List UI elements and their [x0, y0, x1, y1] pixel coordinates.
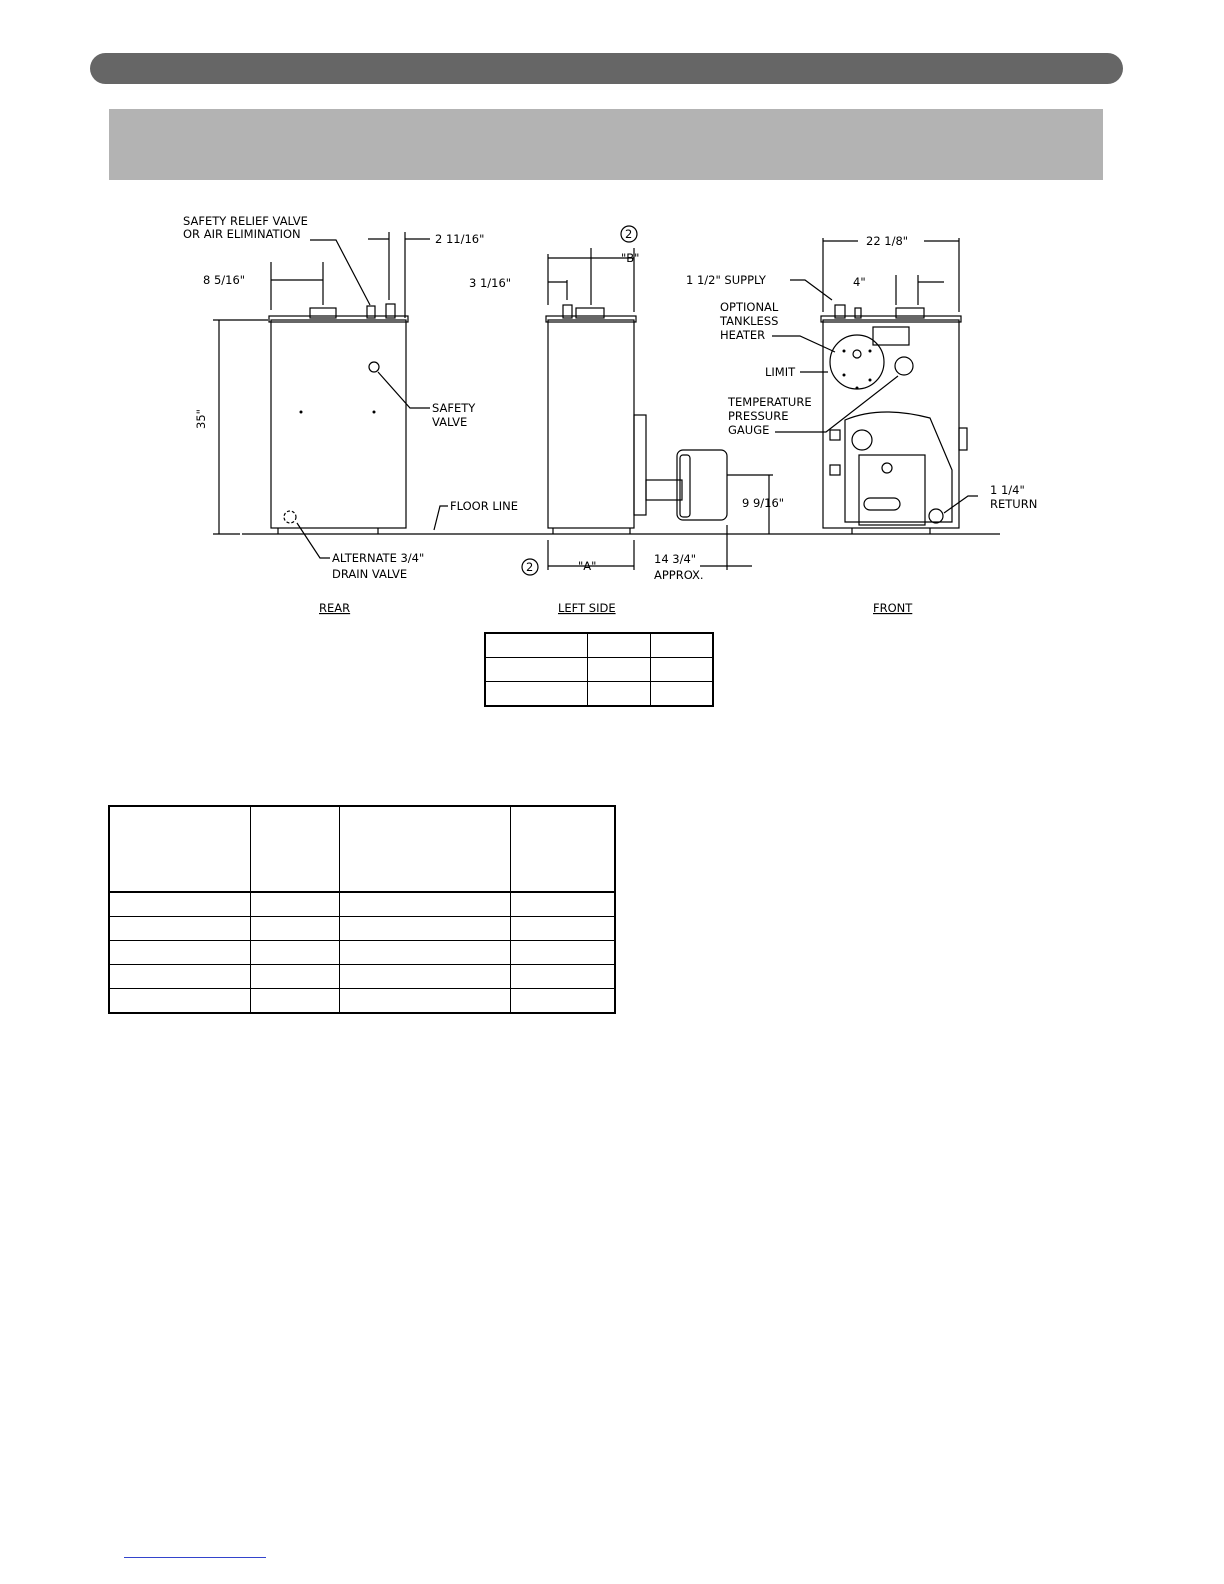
label-dim-3-1-16: 3 1/16" — [469, 276, 512, 290]
rear-drain-valve — [284, 511, 296, 523]
label-dim-35: 35" — [194, 409, 208, 429]
label-return-1: 1 1/4" — [990, 483, 1025, 497]
label-dim-2-11-16: 2 11/16" — [435, 232, 485, 246]
side-burner-housing — [677, 450, 727, 520]
side-burner-mount — [634, 415, 646, 515]
view-label-left-side: LEFT SIDE — [558, 601, 616, 615]
label-drain-1: ALTERNATE 3/4" — [332, 551, 425, 565]
table-row — [109, 989, 615, 1014]
rear-top-cap — [269, 316, 408, 322]
side-cabinet — [548, 320, 634, 528]
label-tankless-1: OPTIONAL — [720, 300, 779, 314]
tankless-heater-plate — [830, 335, 884, 389]
table-row — [485, 633, 713, 658]
label-limit: LIMIT — [765, 365, 796, 379]
label-safety-valve-2: VALVE — [432, 415, 468, 429]
label-floor-line: FLOOR LINE — [450, 499, 519, 513]
label-return-2: RETURN — [990, 497, 1038, 511]
label-dim-b: "B" — [621, 251, 640, 265]
boiler-dimension-drawing — [0, 0, 1224, 720]
front-top-cap — [821, 316, 961, 322]
label-dim-8-5-16: 8 5/16" — [203, 273, 246, 287]
table-row — [485, 682, 713, 707]
label-dim-a: "A" — [578, 559, 597, 573]
table-row — [109, 892, 615, 917]
label-dim-4: 4" — [853, 275, 866, 289]
label-tankless-2: TANKLESS — [720, 314, 779, 328]
view-label-front: FRONT — [873, 601, 913, 615]
temp-pressure-gauge — [895, 357, 913, 375]
label-dim-14-3-4: 14 3/4" — [654, 552, 697, 566]
label-dim-22-1-8: 22 1/8" — [866, 234, 909, 248]
label-note-2-bottom: 2 — [526, 560, 534, 574]
label-dim-9-9-16: 9 9/16" — [742, 496, 785, 510]
specification-table — [108, 805, 616, 1014]
label-gauge-3: GAUGE — [728, 423, 770, 437]
label-gauge-1: TEMPERATURE — [728, 395, 812, 409]
table-header-row — [109, 806, 615, 892]
view-label-rear: REAR — [319, 601, 351, 615]
dimension-table — [484, 632, 714, 707]
table-row — [109, 965, 615, 989]
footer-link-underline[interactable] — [124, 1557, 266, 1558]
label-tankless-3: HEATER — [720, 328, 766, 342]
front-burner-motor — [852, 430, 872, 450]
table-row — [109, 917, 615, 941]
label-approx: APPROX. — [654, 568, 704, 582]
table-row — [485, 658, 713, 682]
table-row — [109, 941, 615, 965]
label-safety-relief-1: SAFETY RELIEF VALVE — [183, 214, 308, 228]
label-drain-2: DRAIN VALVE — [332, 567, 408, 581]
label-note-2-top: 2 — [625, 227, 633, 241]
label-safety-relief-2: OR AIR ELIMINATION — [183, 227, 301, 241]
label-safety-valve-1: SAFETY — [432, 401, 476, 415]
front-burner-shroud — [845, 412, 952, 522]
return-connection — [929, 509, 943, 523]
side-top-cap — [546, 316, 636, 322]
rear-cabinet — [271, 320, 406, 528]
rear-safety-valve — [369, 362, 379, 372]
label-gauge-2: PRESSURE — [728, 409, 789, 423]
label-supply: 1 1/2" SUPPLY — [686, 273, 766, 287]
front-nameplate — [873, 327, 909, 345]
